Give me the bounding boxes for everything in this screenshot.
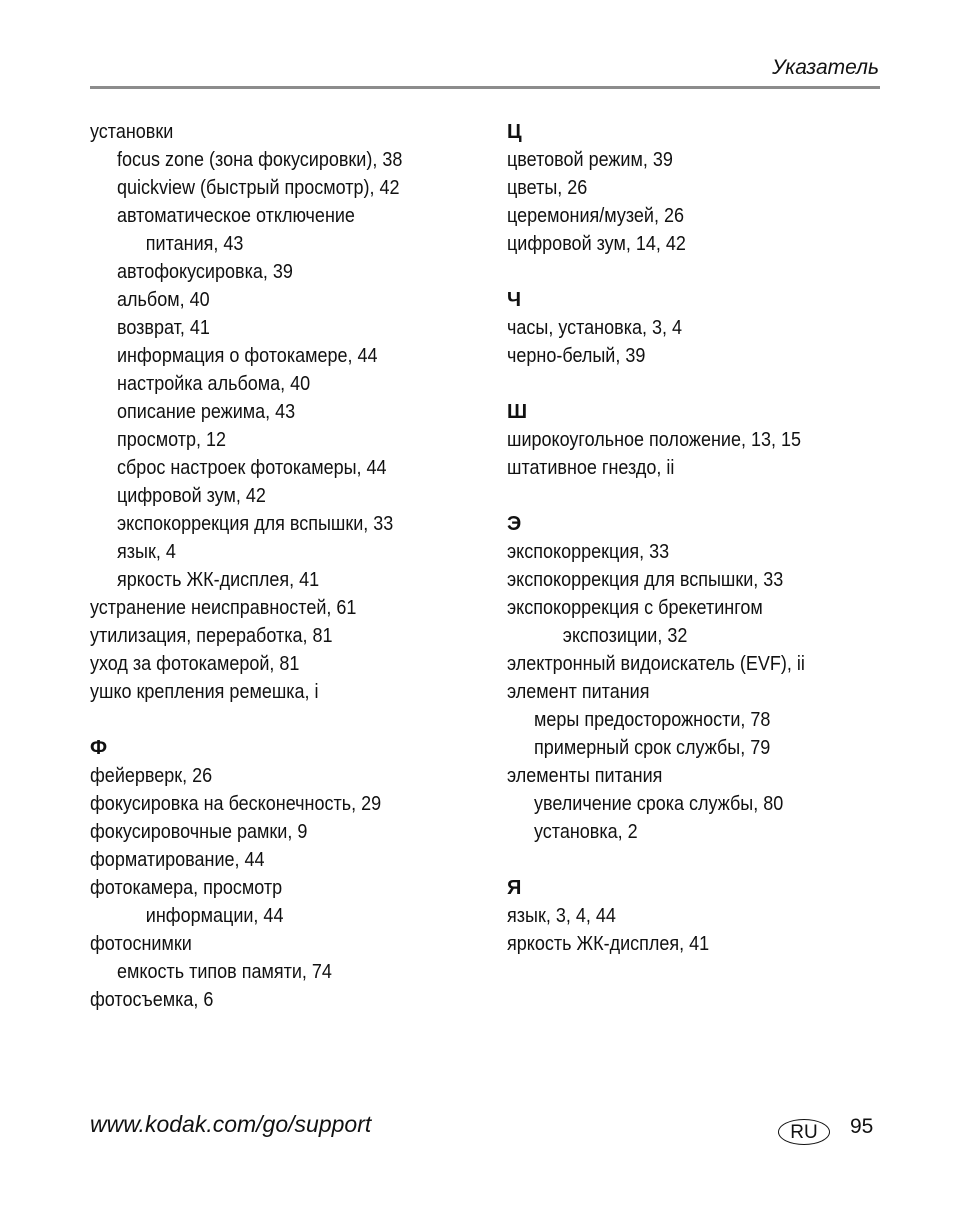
index-entry: черно-белый, 39	[507, 345, 646, 367]
index-subentry: автоматическое отключение	[117, 205, 355, 227]
index-subentry: альбом, 40	[117, 289, 210, 311]
index-subentry: экспокоррекция для вспышки, 33	[117, 513, 394, 535]
index-subentry: примерный срок службы, 79	[534, 737, 771, 759]
index-entry: элемент питания	[507, 681, 650, 703]
index-subentry: focus zone (зона фокусировки), 38	[117, 149, 403, 171]
index-entry: яркость ЖК-дисплея, 41	[507, 933, 710, 955]
language-badge: RU	[778, 1119, 830, 1145]
index-entry: цветы, 26	[507, 177, 588, 199]
section-spacer	[507, 258, 897, 286]
index-entry: ушко крепления ремешка, i	[90, 681, 319, 703]
index-entry: утилизация, переработка, 81	[90, 625, 333, 647]
index-subentry: экспозиции, 32	[562, 625, 688, 647]
section-spacer	[507, 482, 897, 510]
index-subentry: возврат, 41	[117, 317, 210, 339]
section-spacer	[507, 846, 897, 874]
index-entry: экспокоррекция с брекетингом	[507, 597, 763, 619]
index-entry: язык, 3, 4, 44	[507, 905, 616, 927]
index-entry: цифровой зум, 14, 42	[507, 233, 686, 255]
index-section-letter: Э	[507, 513, 522, 535]
index-subentry: quickview (быстрый просмотр), 42	[117, 177, 400, 199]
index-section-letter: Ч	[507, 289, 522, 311]
index-subentry: сброс настроек фотокамеры, 44	[117, 457, 387, 479]
index-entry: фотосъемка, 6	[90, 989, 214, 1011]
page-header-title: Указатель	[772, 56, 879, 79]
index-entry: церемония/музей, 26	[507, 205, 684, 227]
index-entry: часы, установка, 3, 4	[507, 317, 683, 339]
index-subentry: информации, 44	[145, 905, 284, 927]
index-entry: широкоугольное положение, 13, 15	[507, 429, 802, 451]
index-subentry: автофокусировка, 39	[117, 261, 293, 283]
index-subentry: меры предосторожности, 78	[534, 709, 771, 731]
index-entry: штативное гнездо, ii	[507, 457, 675, 479]
index-entry: фотокамера, просмотр	[90, 877, 283, 899]
index-entry: цветовой режим, 39	[507, 149, 673, 171]
index-subentry: питания, 43	[145, 233, 244, 255]
index-entry: элементы питания	[507, 765, 663, 787]
index-subentry: просмотр, 12	[117, 429, 227, 451]
support-url: www.kodak.com/go/support	[90, 1111, 372, 1137]
index-subentry: яркость ЖК-дисплея, 41	[117, 569, 320, 591]
index-entry: фокусировочные рамки, 9	[90, 821, 308, 843]
index-entry: экспокоррекция, 33	[507, 541, 670, 563]
index-section-letter: Ф	[90, 737, 108, 759]
index-subentry: настройка альбома, 40	[117, 373, 311, 395]
index-entry: фотоснимки	[90, 933, 192, 955]
index-entry: фейерверк, 26	[90, 765, 213, 787]
index-entry: экспокоррекция для вспышки, 33	[507, 569, 784, 591]
index-entry: фокусировка на бесконечность, 29	[90, 793, 382, 815]
index-entry: электронный видоискатель (EVF), ii	[507, 653, 805, 675]
index-entry: уход за фотокамерой, 81	[90, 653, 300, 675]
index-entry: установки	[90, 121, 174, 143]
index-subentry: описание режима, 43	[117, 401, 296, 423]
index-subentry: информация о фотокамере, 44	[117, 345, 378, 367]
index-subentry: цифровой зум, 42	[117, 485, 266, 507]
index-subentry: увеличение срока службы, 80	[534, 793, 784, 815]
section-spacer	[507, 370, 897, 398]
page-number: 95	[850, 1115, 874, 1138]
section-spacer	[90, 706, 480, 734]
index-section-letter: Ц	[507, 121, 522, 143]
index-subentry: язык, 4	[117, 541, 176, 563]
index-section-letter: Ш	[507, 401, 528, 423]
index-subentry: установка, 2	[534, 821, 638, 843]
index-subentry: емкость типов памяти, 74	[117, 961, 332, 983]
index-entry: устранение неисправностей, 61	[90, 597, 357, 619]
index-section-letter: Я	[507, 877, 522, 899]
index-column-left	[90, 118, 480, 1014]
index-entry: форматирование, 44	[90, 849, 265, 871]
header-divider	[90, 86, 880, 89]
index-column-right	[507, 118, 897, 958]
